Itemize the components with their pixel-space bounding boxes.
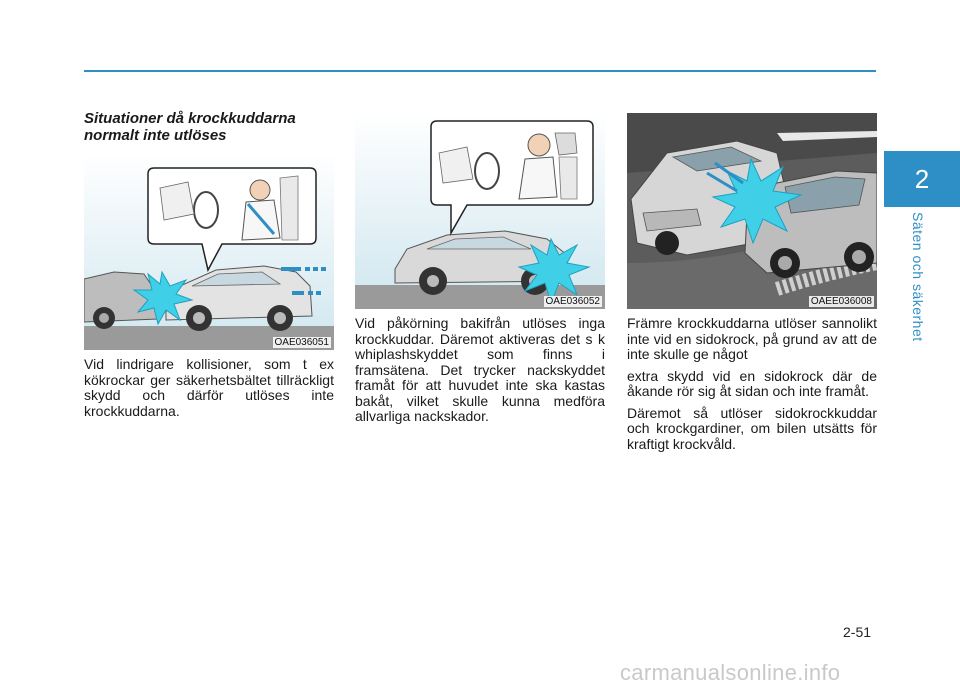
watermark: carmanualsonline.info (620, 660, 841, 685)
column-1 (84, 110, 334, 419)
body-text: Vid lindrigare kollisioner, som t ex kökrockar ger säkerhetsbältet tillräckligt skydd och därför utlöses inte krockkuddarna. (84, 356, 334, 419)
figure-code: OAEE036008 (810, 296, 872, 307)
rear-collision-illustration (355, 113, 605, 309)
figure-code: OAE036052 (545, 296, 600, 307)
figure-rear-collision (355, 113, 605, 309)
body-text: Vid påkörning bakifrån utlöses inga krockkuddar. Däremot aktiveras det s k whiplashskyddet som finns i framsätena. Det trycker nackskyddet framåt för att huvudet inte ska kastas bakåt, vilket skulle kunna medföra allvarliga nackskador. (355, 315, 605, 424)
figure-code: OAE036051 (274, 337, 329, 348)
section-heading: Situationer då krockkuddarna normalt inte utlöses (84, 110, 296, 144)
chapter-tab: 2 (884, 151, 960, 207)
body-text: Främre krockkuddarna utlöser sannolikt inte vid en sidokrock, på grund av att de inte skulle ge något (627, 315, 877, 362)
figure-front-minor-collision (84, 154, 334, 350)
column-2 (355, 110, 605, 425)
body-text: extra skydd vid en sidokrock där de åkande rör sig åt sidan och inte framåt. (627, 367, 877, 399)
side-collision-illustration (627, 113, 877, 309)
column-3 (627, 110, 877, 452)
body-text: Däremot så utlöser sidokrockkuddar och krockgardiner, om bilen utsätts för kraftigt krockvåld. (627, 404, 877, 452)
front-collision-illustration (84, 154, 334, 350)
page-number: 2-51 (843, 624, 872, 640)
top-rule (84, 70, 876, 72)
figure-side-collision (627, 113, 877, 309)
chapter-title: Säten och säkerhet (910, 212, 926, 342)
